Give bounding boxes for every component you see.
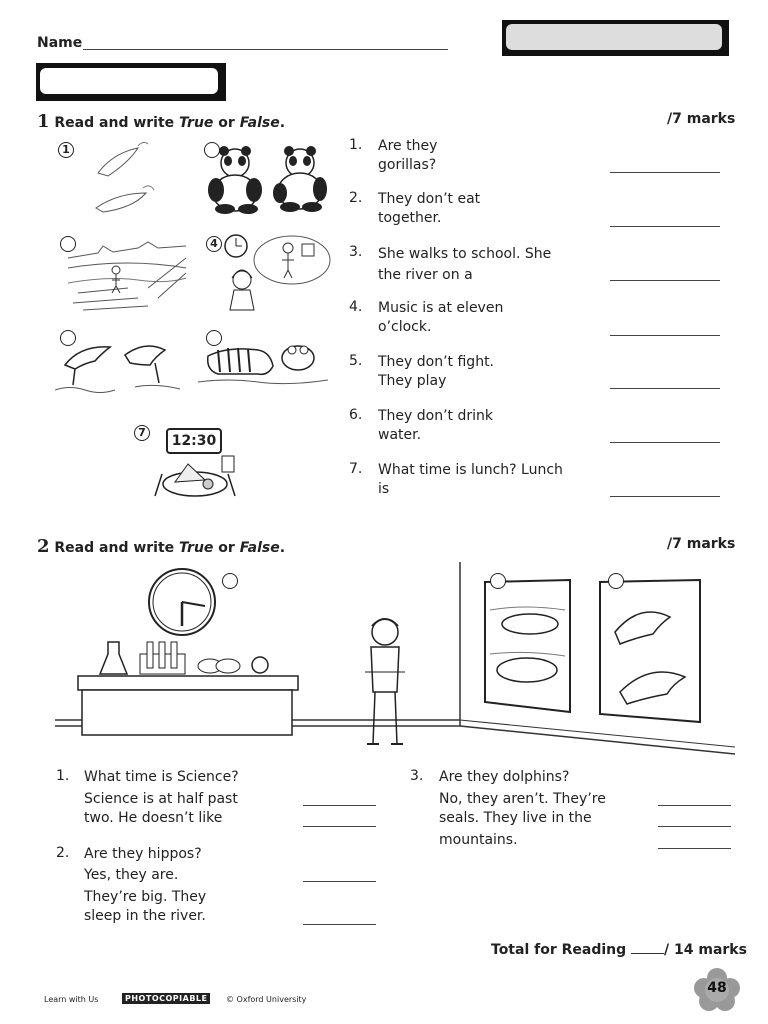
q4-number: 4. [349, 299, 363, 315]
q2-text: They don’t eat together. [378, 191, 481, 226]
s2-q2-answer2: They’re big. They sleep in the river. [84, 889, 207, 924]
tiger-frog-illustration [198, 336, 333, 391]
name-label: Name [37, 35, 83, 51]
section2-marks: /7 marks [667, 536, 736, 552]
s2-q2-number: 2. [56, 845, 70, 861]
q5-text: They don’t fight. They play [378, 354, 495, 389]
footer-learn: Learn with Us [44, 995, 99, 1004]
q1-number: 1. [349, 137, 363, 153]
section1-number: 1 [37, 111, 50, 132]
q3-text: She walks to school. She the river on a [378, 246, 552, 283]
s2-q3-number: 3. [410, 768, 424, 784]
q6-number: 6. [349, 407, 363, 423]
q5-number: 5. [349, 353, 363, 369]
total-blank[interactable] [631, 941, 664, 954]
s2-q3-line3[interactable] [658, 848, 731, 849]
river-illustration [68, 238, 188, 313]
q7-answer-line[interactable] [610, 496, 720, 497]
whales-illustration [88, 138, 158, 218]
footer-copyright: © Oxford University [226, 995, 307, 1004]
total-for-reading: Total for Reading / 14 marks [491, 942, 747, 958]
s2-q1-line2[interactable] [303, 826, 376, 827]
name-field[interactable] [83, 49, 448, 50]
scene-dolphin-circle [608, 573, 624, 589]
section2-number: 2 [37, 536, 50, 557]
picture-7-number: 7 [134, 425, 150, 441]
s2-q2-question: Are they hippos? [84, 846, 202, 862]
section1-heading: 1 Read and write True or False. [37, 111, 286, 132]
q7-number: 7. [349, 461, 363, 477]
q1-text: Are they gorillas? [378, 138, 438, 173]
lunch-plate-illustration [150, 452, 245, 500]
q6-answer-line[interactable] [610, 442, 720, 443]
page-number-flower [692, 968, 742, 1012]
s2-q1-question: What time is Science? [84, 769, 239, 785]
s2-q3-question: Are they dolphins? [439, 769, 570, 785]
girl-clock-illustration [222, 232, 332, 312]
q5-answer-line[interactable] [610, 388, 720, 389]
s2-q2-line1[interactable] [303, 881, 376, 882]
pandas-illustration [200, 145, 330, 215]
s2-q3-line1[interactable] [658, 805, 731, 806]
s2-q1-answer-text: Science is at half past two. He doesn’t like [84, 791, 238, 826]
q2-number: 2. [349, 190, 363, 206]
q1-answer-line[interactable] [610, 172, 720, 173]
section2-heading: 2 Read and write True or False. [37, 536, 286, 557]
footer-photocopiable: PHOTOCOPIABLE [122, 993, 210, 1004]
scene-hippo-circle [490, 573, 506, 589]
q3-number: 3. [349, 244, 363, 260]
digital-clock: 12:30 [166, 428, 222, 454]
q4-answer-line[interactable] [610, 335, 720, 336]
q3-answer-line[interactable] [610, 280, 720, 281]
q7-text: What time is lunch? Lunch is [378, 462, 563, 497]
top-right-box [502, 20, 729, 56]
s2-q2-answer1: Yes, they are. [84, 867, 179, 883]
section1-marks: /7 marks [667, 111, 736, 127]
s2-q3-answer-text: No, they aren’t. They’re seals. They live in the mountains. [439, 791, 606, 848]
s2-q1-line1[interactable] [303, 805, 376, 806]
q6-text: They don’t drink water. [378, 408, 494, 443]
s2-q2-line2[interactable] [303, 924, 376, 925]
s2-q3-line2[interactable] [658, 826, 731, 827]
top-left-box [36, 63, 226, 101]
page-number: 48 [707, 980, 727, 996]
picture-4-number: 4 [206, 236, 222, 252]
q2-answer-line[interactable] [610, 226, 720, 227]
picture-1-number: 1 [58, 142, 74, 158]
scene-clock-circle [222, 573, 238, 589]
s2-q1-number: 1. [56, 768, 70, 784]
classroom-scene-illustration [55, 562, 735, 757]
dolphins-illustration [55, 335, 185, 395]
q4-text: Music is at eleven o’clock. [378, 300, 504, 335]
